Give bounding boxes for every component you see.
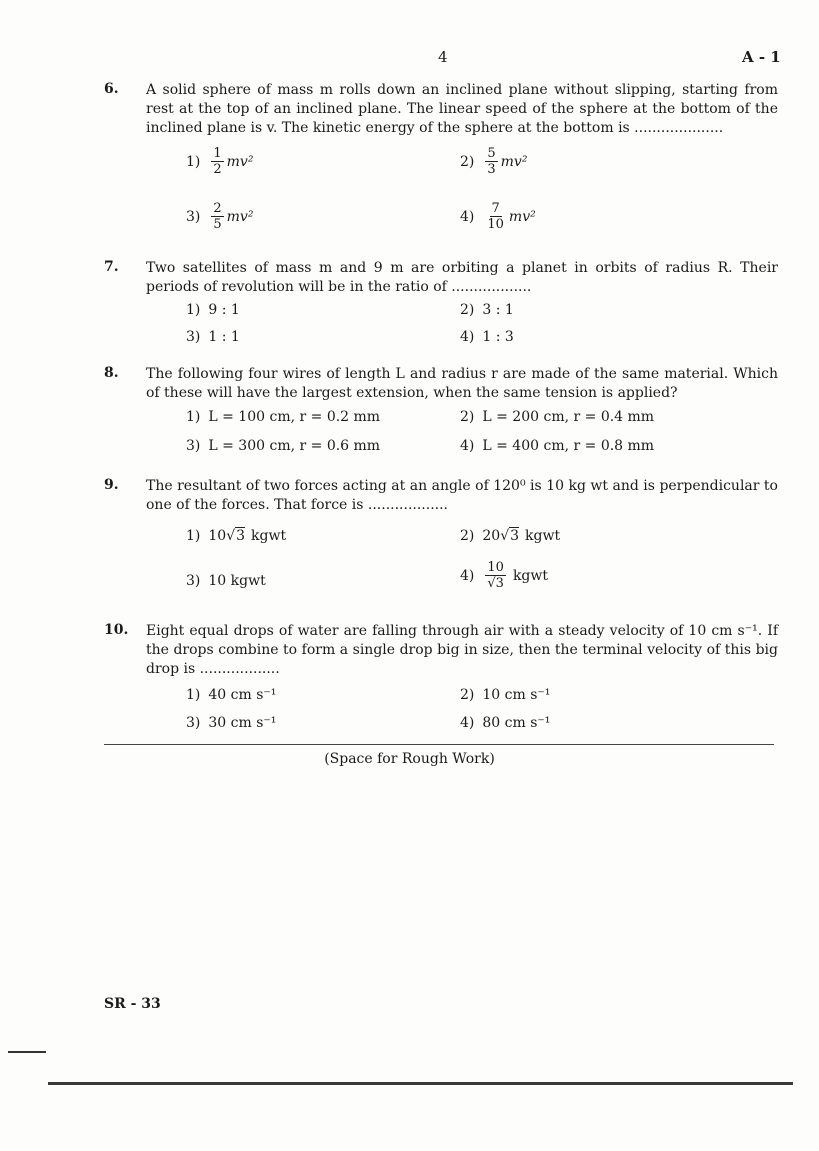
option-term: mv² — [226, 153, 254, 170]
question-text: The resultant of two forces acting at an angle of 120⁰ is 10 kg wt and is perpendicular to one of the forces. That force is .................. — [146, 478, 778, 513]
denominator: 10 — [487, 217, 504, 232]
question-number: 7. — [104, 259, 119, 275]
option-unit: kgwt — [525, 527, 561, 544]
option-text: 80 cm s⁻¹ — [482, 715, 551, 731]
option-4 — [460, 715, 550, 731]
question-number: 8. — [104, 365, 119, 381]
option-text: 3 : 1 — [482, 302, 514, 318]
option-label: 4) — [460, 208, 475, 225]
option-text: 30 cm s⁻¹ — [208, 715, 277, 731]
option-4 — [460, 438, 654, 454]
option-1 — [186, 687, 276, 703]
option-text: 1 : 1 — [208, 329, 240, 345]
option-label: 1) — [186, 153, 201, 170]
divider — [104, 744, 774, 745]
option-label: 3) — [186, 208, 201, 225]
denominator: √3 — [487, 576, 504, 591]
fraction — [485, 560, 506, 591]
option-text: L = 300 cm, r = 0.6 mm — [208, 438, 381, 454]
denominator: 5 — [213, 217, 222, 232]
page-bottom-edge — [48, 1082, 793, 1085]
option-text: 40 cm s⁻¹ — [208, 687, 277, 703]
option-4 — [460, 560, 548, 591]
numerator: 5 — [487, 146, 496, 161]
series-code: SR - 33 — [104, 996, 161, 1012]
radicand: 3 — [236, 528, 246, 544]
radicand: 3 — [510, 528, 520, 544]
option-1 — [186, 527, 286, 544]
fraction — [485, 201, 506, 232]
option-label: 1) — [186, 409, 201, 425]
paper-code: A - 1 — [742, 48, 781, 66]
denominator: 3 — [487, 162, 496, 177]
option-4 — [460, 329, 514, 345]
option-label: 2) — [460, 302, 475, 318]
option-label: 4) — [460, 329, 475, 345]
option-text: L = 400 cm, r = 0.8 mm — [482, 438, 655, 454]
option-3 — [186, 573, 266, 589]
option-text: 10 cm s⁻¹ — [482, 687, 551, 703]
question-text: Two satellites of mass m and 9 m are orbiting a planet in orbits of radius R. Their periods of revolution will be in the ratio of .................. — [146, 260, 778, 295]
option-1 — [186, 302, 240, 318]
option-label: 2) — [460, 409, 475, 425]
option-label: 3) — [186, 329, 201, 345]
option-label: 2) — [460, 527, 475, 544]
numerator: 7 — [491, 201, 500, 216]
question-text: Eight equal drops of water are falling through air with a steady velocity of 10 cm s⁻¹. If the drops combine to form a single drop big in size, then the terminal velocity of this big drop is .................. — [146, 623, 778, 677]
option-prefix: 20√ — [482, 527, 510, 544]
option-3 — [186, 715, 276, 731]
fraction — [211, 146, 223, 177]
option-text: L = 200 cm, r = 0.4 mm — [482, 409, 655, 425]
rough-work-label: (Space for Rough Work) — [324, 751, 495, 767]
option-text: 9 : 1 — [208, 302, 240, 318]
fraction — [211, 201, 223, 232]
option-2 — [460, 146, 527, 177]
option-text: 10 kgwt — [208, 573, 266, 589]
question-number: 10. — [104, 622, 129, 638]
numerator: 2 — [213, 201, 222, 216]
option-1 — [186, 409, 380, 425]
option-label: 2) — [460, 153, 475, 170]
option-term: mv² — [508, 208, 536, 225]
option-1 — [186, 146, 253, 177]
option-label: 3) — [186, 573, 201, 589]
option-unit: kgwt — [251, 527, 287, 544]
numerator: 1 — [213, 146, 222, 161]
option-label: 4) — [460, 567, 475, 584]
option-label: 1) — [186, 687, 201, 703]
option-2 — [460, 527, 560, 544]
option-prefix: 10√ — [208, 527, 236, 544]
option-2 — [460, 687, 550, 703]
option-label: 1) — [186, 527, 201, 544]
option-label: 3) — [186, 715, 201, 731]
fraction — [485, 146, 497, 177]
option-2 — [460, 409, 654, 425]
question-text: A solid sphere of mass m rolls down an inclined plane without slipping, starting from rest at the top of an inclined plane. The linear speed of the sphere at the bottom of the inclined plane is v. The kinetic energy of the sphere at the bottom is .................... — [146, 82, 778, 136]
question-text: The following four wires of length L and radius r are made of the same material. Which of these will have the largest extension, when the same tension is applied? — [146, 366, 778, 401]
option-4 — [460, 201, 536, 232]
page-number: 4 — [438, 48, 448, 66]
option-text: L = 100 cm, r = 0.2 mm — [208, 409, 381, 425]
question-number: 6. — [104, 81, 119, 97]
denominator: 2 — [213, 162, 222, 177]
scan-mark — [8, 1051, 46, 1053]
option-3 — [186, 329, 240, 345]
numerator: 10 — [487, 560, 504, 575]
option-label: 4) — [460, 438, 475, 454]
option-2 — [460, 302, 514, 318]
option-term: mv² — [226, 208, 254, 225]
option-label: 1) — [186, 302, 201, 318]
option-unit: kgwt — [512, 567, 548, 584]
option-label: 4) — [460, 715, 475, 731]
option-label: 2) — [460, 687, 475, 703]
option-3 — [186, 438, 380, 454]
option-term: mv² — [500, 153, 528, 170]
option-3 — [186, 201, 253, 232]
option-label: 3) — [186, 438, 201, 454]
question-number: 9. — [104, 477, 119, 493]
option-text: 1 : 3 — [482, 329, 514, 345]
